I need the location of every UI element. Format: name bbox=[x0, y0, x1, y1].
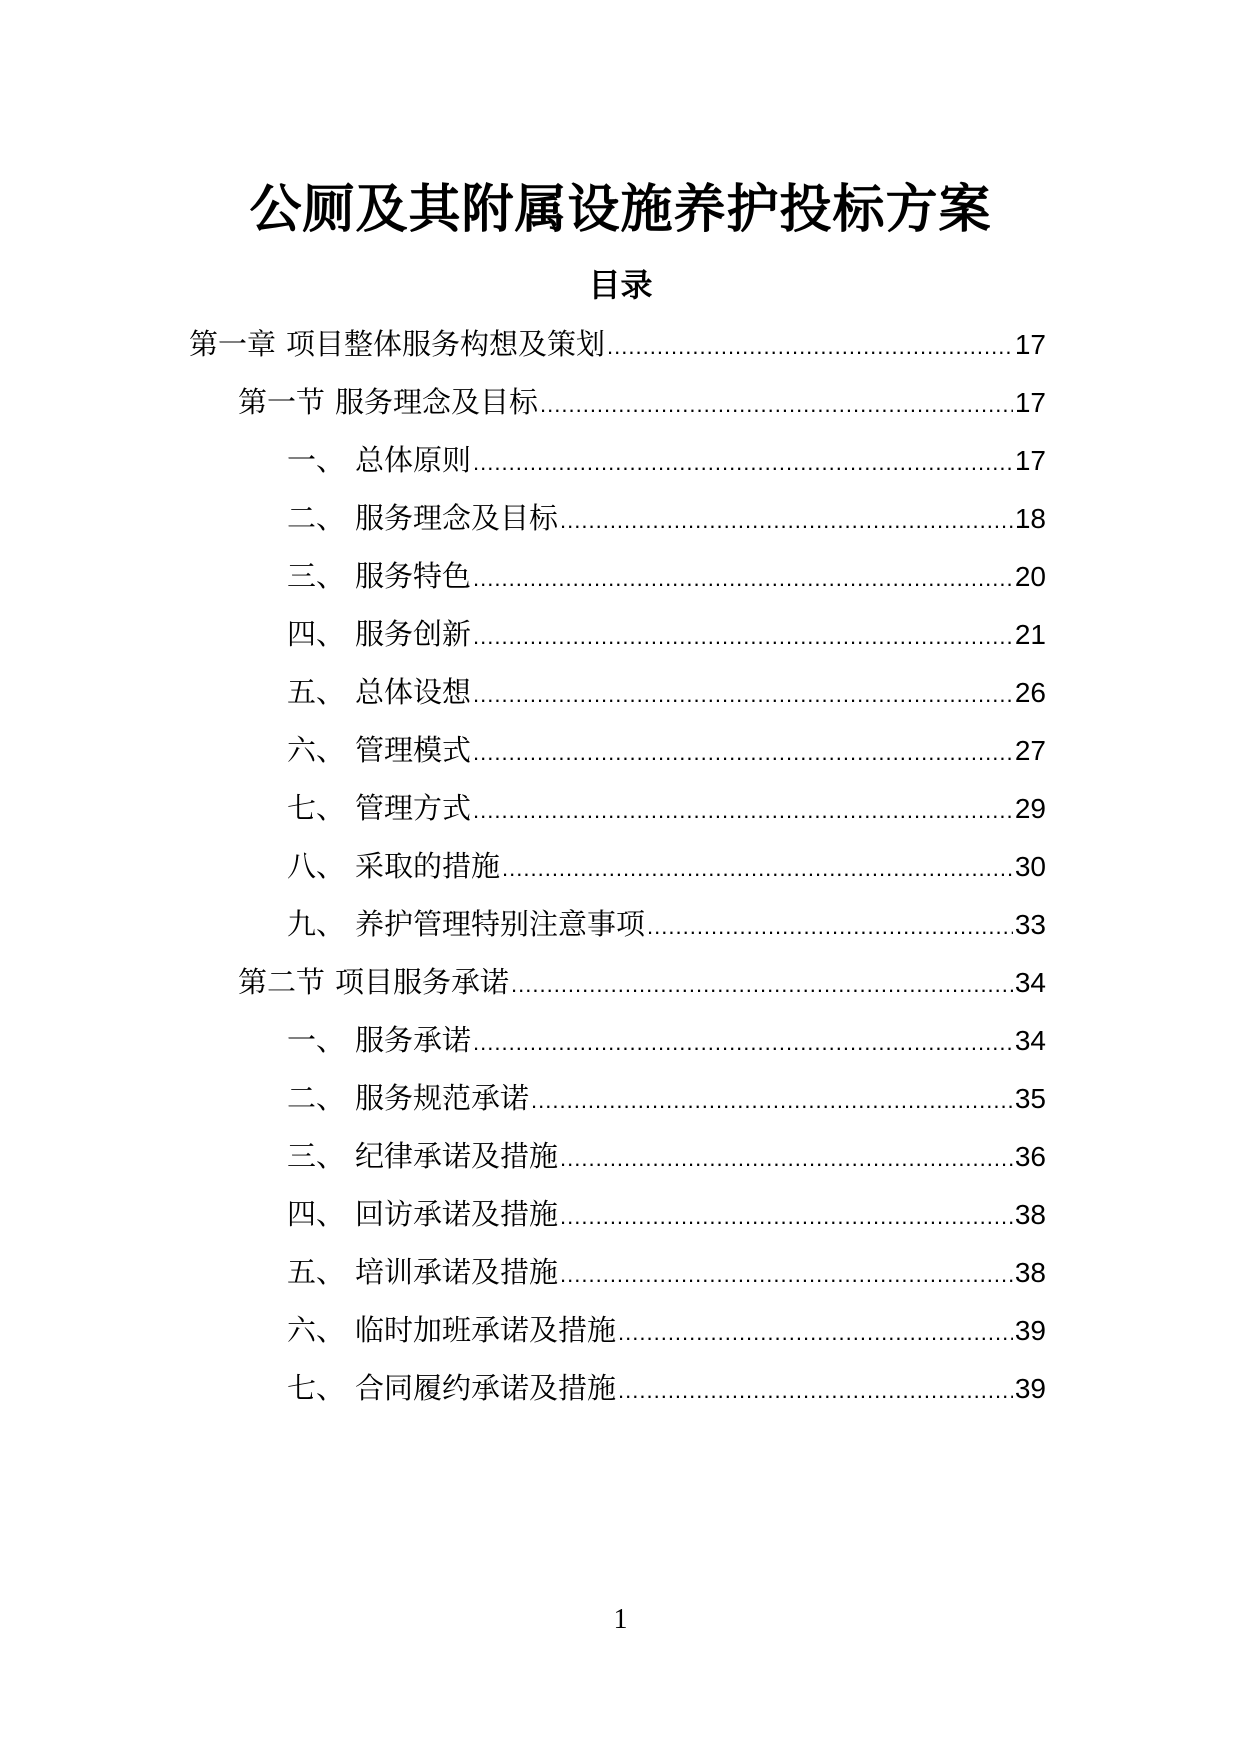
toc-entry-title: 总体原则 bbox=[355, 443, 472, 477]
toc-entry-page: 38 bbox=[1014, 1257, 1046, 1288]
toc-entry-title: 管理方式 bbox=[355, 791, 472, 825]
toc-entry-title: 服务创新 bbox=[355, 617, 472, 651]
toc-entry-title: 项目服务承诺 bbox=[335, 965, 510, 999]
toc-entry-item[interactable] bbox=[287, 556, 1046, 596]
toc-leader-dots bbox=[560, 1139, 1013, 1179]
toc-heading: 目录 bbox=[588, 266, 653, 304]
toc-leader-dots bbox=[502, 849, 1013, 889]
toc-entry-item[interactable] bbox=[287, 1136, 1046, 1176]
toc-entry-number: 四、 bbox=[287, 617, 346, 651]
toc-entry-page: 20 bbox=[1014, 561, 1046, 592]
toc-entry-number: 三、 bbox=[287, 1139, 346, 1173]
toc-entry-number: 六、 bbox=[287, 733, 346, 767]
toc-entry-page: 34 bbox=[1014, 967, 1046, 998]
toc-leader-dots bbox=[647, 907, 1013, 947]
toc-entry-page: 17 bbox=[1014, 445, 1046, 476]
toc-leader-dots bbox=[560, 501, 1013, 541]
toc-entry-item[interactable] bbox=[287, 788, 1046, 828]
toc-entry-page: 35 bbox=[1014, 1083, 1046, 1114]
toc-entry-title: 服务承诺 bbox=[355, 1023, 472, 1057]
page-number: 1 bbox=[613, 1604, 628, 1635]
toc-entry-page: 21 bbox=[1014, 619, 1046, 650]
toc-entry-number: 第一节 bbox=[238, 385, 326, 419]
toc-entry-number: 第二节 bbox=[238, 965, 326, 999]
toc-entry-item[interactable] bbox=[287, 904, 1046, 944]
toc-entry-chapter-1[interactable] bbox=[189, 324, 1046, 364]
toc-leader-dots bbox=[473, 559, 1013, 599]
toc-entry-number: 一、 bbox=[287, 443, 346, 477]
toc-entry-item[interactable] bbox=[287, 846, 1046, 886]
toc-leader-dots bbox=[618, 1313, 1013, 1353]
toc-entry-number: 二、 bbox=[287, 1081, 346, 1115]
toc-leader-dots bbox=[560, 1255, 1013, 1295]
toc-entry-page: 36 bbox=[1014, 1141, 1046, 1172]
toc-entry-title: 服务理念及目标 bbox=[335, 385, 539, 419]
toc-entry-item[interactable] bbox=[287, 672, 1046, 712]
toc-entry-page: 18 bbox=[1014, 503, 1046, 534]
toc-leader-dots bbox=[531, 1081, 1013, 1121]
toc-entry-title: 服务理念及目标 bbox=[355, 501, 559, 535]
toc-entry-number: 二、 bbox=[287, 501, 346, 535]
toc-entry-page: 29 bbox=[1014, 793, 1046, 824]
document-title: 公厕及其附属设施养护投标方案 bbox=[249, 180, 992, 240]
toc-entry-number: 九、 bbox=[287, 907, 346, 941]
toc-entry-item[interactable] bbox=[287, 1368, 1046, 1408]
toc-entry-page: 38 bbox=[1014, 1199, 1046, 1230]
toc-entry-page: 30 bbox=[1014, 851, 1046, 882]
toc-leader-dots bbox=[618, 1371, 1013, 1411]
toc-entry-title: 纪律承诺及措施 bbox=[355, 1139, 559, 1173]
toc-leader-dots bbox=[511, 965, 1013, 1005]
toc-entry-item[interactable] bbox=[287, 730, 1046, 770]
toc-entry-page: 17 bbox=[1014, 329, 1046, 360]
toc-entry-item[interactable] bbox=[287, 440, 1046, 480]
toc-leader-dots bbox=[540, 385, 1013, 425]
toc-entry-number: 七、 bbox=[287, 1371, 346, 1405]
toc-entry-item[interactable] bbox=[287, 614, 1046, 654]
toc-entry-number: 八、 bbox=[287, 849, 346, 883]
toc-entry-page: 17 bbox=[1014, 387, 1046, 418]
toc-leader-dots bbox=[473, 733, 1013, 773]
toc-entry-title: 养护管理特别注意事项 bbox=[355, 907, 646, 941]
toc-entry-number: 三、 bbox=[287, 559, 346, 593]
toc-entry-title: 总体设想 bbox=[355, 675, 472, 709]
toc-leader-dots bbox=[607, 327, 1013, 367]
toc-entry-section-1[interactable] bbox=[238, 382, 1046, 422]
toc-entry-number: 五、 bbox=[287, 675, 346, 709]
toc-entry-number: 第一章 bbox=[189, 327, 277, 361]
toc-entry-title: 管理模式 bbox=[355, 733, 472, 767]
toc-entry-page: 26 bbox=[1014, 677, 1046, 708]
toc-entry-title: 临时加班承诺及措施 bbox=[355, 1313, 617, 1347]
toc-leader-dots bbox=[473, 1023, 1013, 1063]
toc-entry-number: 七、 bbox=[287, 791, 346, 825]
toc-entry-title: 采取的措施 bbox=[355, 849, 501, 883]
toc-entry-page: 39 bbox=[1014, 1373, 1046, 1404]
toc-entry-number: 五、 bbox=[287, 1255, 346, 1289]
toc-entry-item[interactable] bbox=[287, 1020, 1046, 1060]
toc-entry-title: 项目整体服务构想及策划 bbox=[286, 327, 606, 361]
toc-entry-item[interactable] bbox=[287, 1078, 1046, 1118]
toc-leader-dots bbox=[560, 1197, 1013, 1237]
toc-entry-title: 回访承诺及措施 bbox=[355, 1197, 559, 1231]
toc-entry-number: 六、 bbox=[287, 1313, 346, 1347]
toc-leader-dots bbox=[473, 617, 1013, 657]
toc-entry-item[interactable] bbox=[287, 1252, 1046, 1292]
toc-entry-page: 33 bbox=[1014, 909, 1046, 940]
toc-entry-page: 34 bbox=[1014, 1025, 1046, 1056]
toc-entry-title: 服务特色 bbox=[355, 559, 472, 593]
toc-entry-section-2[interactable] bbox=[238, 962, 1046, 1002]
toc-entry-number: 四、 bbox=[287, 1197, 346, 1231]
toc-entry-page: 39 bbox=[1014, 1315, 1046, 1346]
toc-entry-item[interactable] bbox=[287, 1194, 1046, 1234]
toc-entry-title: 合同履约承诺及措施 bbox=[355, 1371, 617, 1405]
toc-entry-item[interactable] bbox=[287, 498, 1046, 538]
toc-leader-dots bbox=[473, 443, 1013, 483]
toc-entry-title: 服务规范承诺 bbox=[355, 1081, 530, 1115]
toc-entry-title: 培训承诺及措施 bbox=[355, 1255, 559, 1289]
toc-leader-dots bbox=[473, 675, 1013, 715]
toc-entry-number: 一、 bbox=[287, 1023, 346, 1057]
toc-leader-dots bbox=[473, 791, 1013, 831]
toc-entry-item[interactable] bbox=[287, 1310, 1046, 1350]
toc-entry-page: 27 bbox=[1014, 735, 1046, 766]
